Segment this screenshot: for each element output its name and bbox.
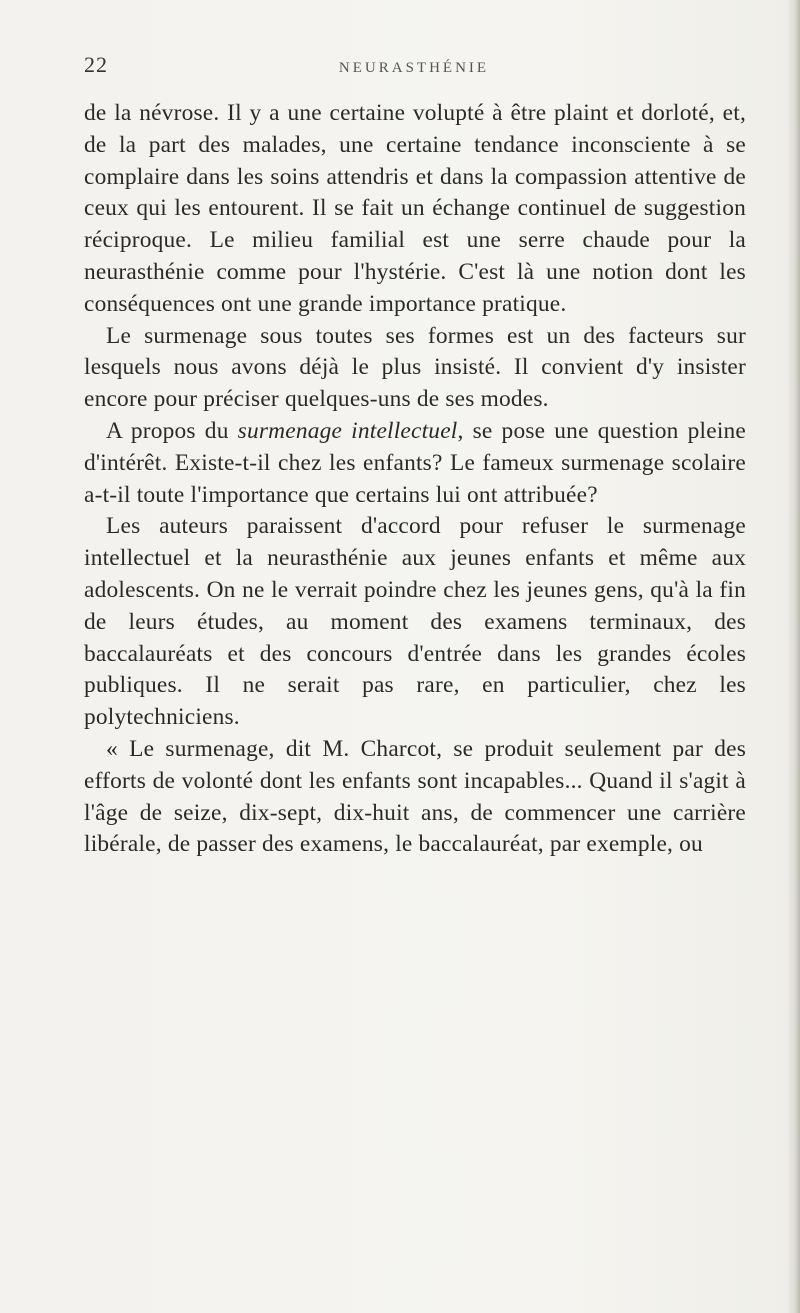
paragraph-charcot-quote: « Le surmenage, dit M. Charcot, se produit seulement par des efforts de volonté dont les enfants sont incapables... Quand il s'agit à l'âge de seize, dix-sept, dix-huit ans, de commencer une carrière libérale, de passer des examens, le baccalauréat, par exemple, ou: [84, 735, 746, 858]
page-edge-shadow: [786, 0, 800, 1313]
italic-term: surmenage intellectuel: [237, 417, 458, 444]
paragraph-text: , se pose une question pleine d'intérêt. Existe-t-il chez les enfants? Le fameux surmenage scolaire a-t-il toute l'importance que certains lui ont attribuée?: [84, 417, 746, 508]
body-text: [84, 98, 746, 861]
paragraph-continued: de la névrose. Il y a une certaine volupté à être plaint et dorloté, et, de la part des malades, une certaine tendance inconsciente à se complaire dans les soins attendris et dans la compassion attentive de ceux qui les entourent. Il se fait un échange continuel de suggestion réciproque. Le milieu familial est une serre chaude pour la neurasthénie comme pour l'hystérie. C'est là une notion dont les conséquences ont une grande importance pratique.: [84, 100, 746, 317]
page-number: 22: [84, 52, 108, 77]
paragraph-authors: Les auteurs paraissent d'accord pour refuser le surmenage intellectuel et la neurasthénie aux jeunes enfants et même aux adolescents. On ne le verrait poindre chez les jeunes gens, qu'à la fin de leurs études, au moment des examens terminaux, des baccalauréats et des concours d'entrée dans les grandes écoles publiques. Il ne serait pas rare, en particulier, chez les polytechniciens.: [84, 513, 746, 731]
paragraph-surmenage: Le surmenage sous toutes ses formes est un des facteurs sur lesquels nous avons déjà le plus insisté. Il convient d'y insister encore pour préciser quelques-uns de ses modes.: [84, 322, 746, 413]
page-header: [84, 52, 744, 92]
paragraph-intellectual-overwork: [84, 416, 746, 511]
running-head: NEURASTHÉNIE: [338, 60, 490, 76]
paragraph-text: A propos du: [106, 417, 238, 444]
